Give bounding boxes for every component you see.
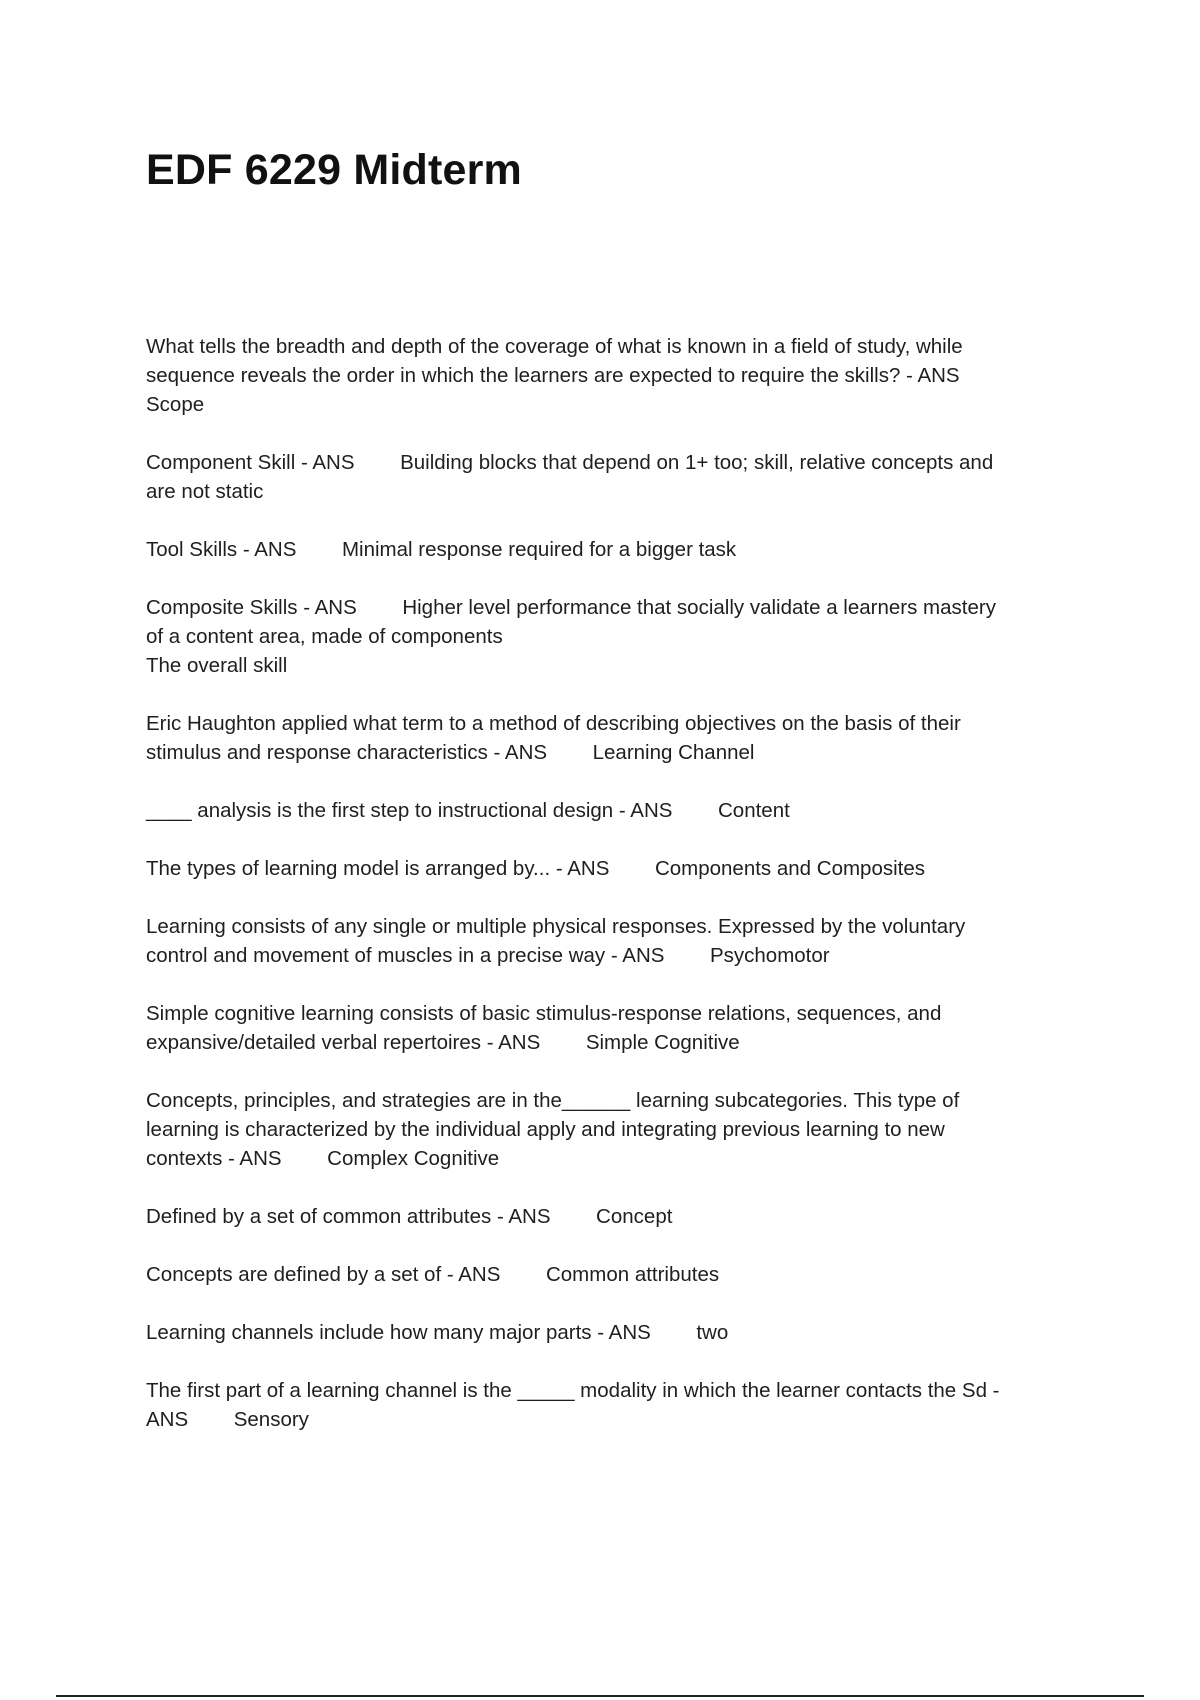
qa-item: What tells the breadth and depth of the coverage of what is known in a field of study, while sequence reveals the order in which the learners are expected to require the skills? - ANS Scope xyxy=(146,335,963,416)
qa-item: Defined by a set of common attributes - ANS Concept xyxy=(146,1205,673,1228)
qa-item: Learning consists of any single or multiple physical responses. Expressed by the voluntary control and movement of muscles in a precise way - ANS Psychomotor xyxy=(146,915,966,967)
qa-item: Eric Haughton applied what term to a method of describing objectives on the basis of their stimulus and response characteristics - ANS Learning Channel xyxy=(146,712,961,764)
qa-item: Concepts are defined by a set of - ANS Common attributes xyxy=(146,1263,720,1286)
qa-item: Concepts, principles, and strategies are in the______ learning subcategories. This type of learning is characterized by the individual apply and integrating previous learning to new contexts - ANS Complex Cognitive xyxy=(146,1089,960,1170)
qa-item: Simple cognitive learning consists of basic stimulus-response relations, sequences, and expansive/detailed verbal repertoires - ANS Simple Cognitive xyxy=(146,1002,942,1054)
page-bottom-divider xyxy=(56,1695,1144,1697)
qa-list xyxy=(146,332,1076,1463)
qa-item: ____ analysis is the first step to instructional design - ANS Content xyxy=(146,799,790,822)
qa-item: Learning channels include how many major parts - ANS two xyxy=(146,1321,729,1344)
qa-item: Component Skill - ANS Building blocks that depend on 1+ too; skill, relative concepts and are not static xyxy=(146,451,994,503)
qa-item: The first part of a learning channel is the _____ modality in which the learner contacts the Sd - ANS Sensory xyxy=(146,1379,1000,1431)
qa-item: The types of learning model is arranged by... - ANS Components and Composites xyxy=(146,857,926,880)
qa-item: Tool Skills - ANS Minimal response required for a bigger task xyxy=(146,538,737,561)
qa-item: Composite Skills - ANS Higher level performance that socially validate a learners mastery of a content area, made of components The overall skill xyxy=(146,596,996,677)
page-title: EDF 6229 Midterm xyxy=(146,146,522,194)
